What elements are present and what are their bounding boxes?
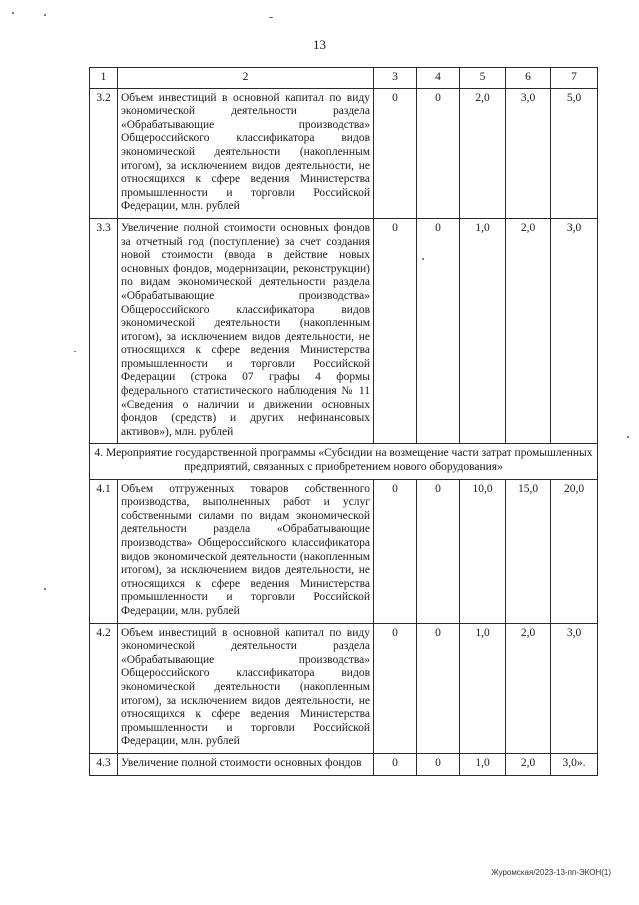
header-cell: 5	[460, 68, 506, 89]
value-cell: 1,0	[460, 218, 506, 444]
section-title: 4. Мероприятие государственной программы «Субсидии на возмещение части затрат промышленных предприятий, связанных с приобретением нового оборудования»	[90, 444, 598, 479]
value-cell: 0	[417, 218, 460, 444]
value-cell: 3,0	[551, 623, 598, 753]
value-cell: 2,0	[506, 218, 551, 444]
value-cell: 0	[374, 623, 417, 753]
header-cell: 4	[417, 68, 460, 89]
table-row	[90, 623, 598, 753]
header-cell: 1	[90, 68, 118, 89]
value-cell: 2,0	[506, 623, 551, 753]
indicator-text: Увеличение полной стоимости основных фондов	[118, 753, 374, 775]
header-row	[90, 68, 598, 89]
indicator-text: Объем инвестиций в основной капитал по виду экономической деятельности раздела «Обрабатывающие производства» Общероссийского классификатора видов экономической деятельности (накопленным итогом), за исключением видов деятельности, не относящихся к сфере ведения Министерства промышленности и торговли Российской Федерации, млн. рублей	[118, 88, 374, 218]
row-number: 4.1	[90, 479, 118, 623]
scan-speck	[74, 351, 76, 352]
section-row	[90, 444, 598, 479]
value-cell: 1,0	[460, 753, 506, 775]
row-number: 3.2	[90, 88, 118, 218]
indicator-text: Объем инвестиций в основной капитал по виду экономической деятельности раздела «Обрабатывающие производства» Общероссийского классификатора видов экономической деятельности (накопленным итогом), за исключением видов деятельности, не относящихся к сфере ведения Министерства промышленности и торговли Российской Федерации, млн. рублей	[118, 623, 374, 753]
scan-speck	[44, 14, 46, 16]
header-cell: 6	[506, 68, 551, 89]
value-cell: 2,0	[460, 88, 506, 218]
value-cell: 0	[417, 623, 460, 753]
page-number: 13	[313, 37, 326, 52]
value-cell: 15,0	[506, 479, 551, 623]
value-cell: 3,0	[506, 88, 551, 218]
value-cell: 0	[374, 753, 417, 775]
value-cell: 1,0	[460, 623, 506, 753]
header-cell: 3	[374, 68, 417, 89]
table-row	[90, 218, 598, 444]
header-cell: 2	[118, 68, 374, 89]
table-row	[90, 479, 598, 623]
scan-speck	[12, 12, 14, 14]
table-row	[90, 88, 598, 218]
indicators-table	[89, 67, 598, 776]
value-cell: 0	[417, 753, 460, 775]
scan-speck	[269, 17, 273, 18]
indicator-text: Увеличение полной стоимости основных фондов за отчетный год (поступление) за счет создания новой стоимости (ввода в действие новых основных фондов, модернизации, реконструкции) по видам экономической деятельности раздела «Обрабатывающие производства» Общероссийского классификатора видов экономической деятельности (накопленным итогом), за исключением видов деятельности, не относящихся к сфере ведения Министерства промышленности и торговли Российской Федерации (строка 07 графы 4 формы федерального статистического наблюдения № 11 «Сведения о наличии и движении основных фондов (средств) и других нефинансовых активов»), млн. рублей	[118, 218, 374, 444]
scan-speck	[627, 436, 629, 438]
value-cell: 0	[374, 479, 417, 623]
value-cell: 0	[417, 88, 460, 218]
row-number: 3.3	[90, 218, 118, 444]
scan-speck	[44, 588, 46, 590]
row-number: 4.2	[90, 623, 118, 753]
value-cell: 0	[374, 218, 417, 444]
value-cell: 0	[374, 88, 417, 218]
value-cell: 10,0	[460, 479, 506, 623]
header-cell: 7	[551, 68, 598, 89]
document-footer: Журомская/2023-13-пп-ЭКОН(1)	[491, 868, 611, 877]
table-row	[90, 753, 598, 775]
scan-speck	[422, 258, 424, 260]
value-cell: 0	[417, 479, 460, 623]
row-number: 4.3	[90, 753, 118, 775]
value-cell: 2,0	[506, 753, 551, 775]
value-cell: 5,0	[551, 88, 598, 218]
value-cell: 20,0	[551, 479, 598, 623]
value-cell: 3,0».	[551, 753, 598, 775]
indicator-text: Объем отгруженных товаров собственного производства, выполненных работ и услуг собственными силами по видам экономической деятельности раздела «Обрабатывающие производства» Общероссийского классификатора видов экономической деятельности (накопленным итогом), за исключением видов деятельности, не относящихся к сфере ведения Министерства промышленности и торговли Российской Федерации, млн. рублей	[118, 479, 374, 623]
value-cell: 3,0	[551, 218, 598, 444]
